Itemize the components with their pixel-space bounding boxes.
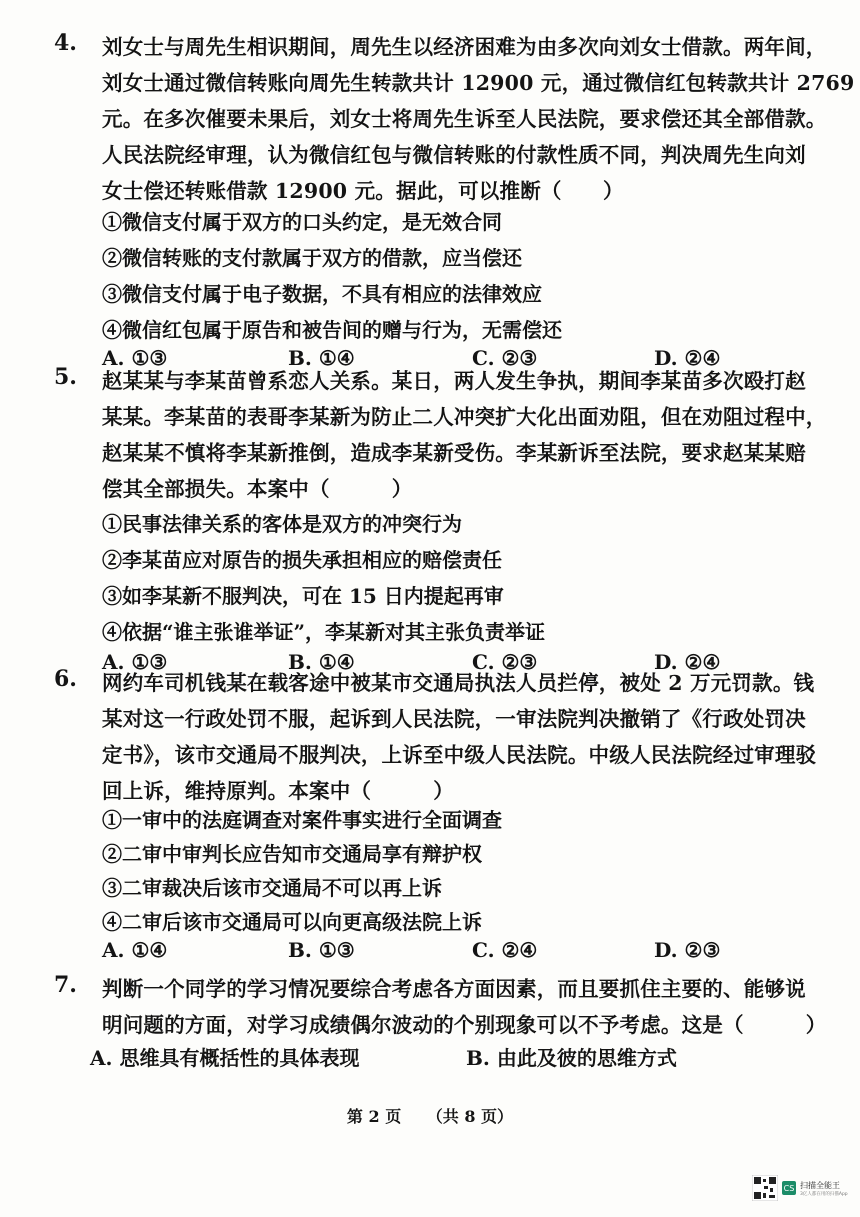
statement-option: ④依据“谁主张谁举证”，李某新对其主张负责举证 [102, 620, 546, 644]
page-number: 第 2 页 [346, 1107, 402, 1126]
statement-option: ①微信支付属于双方的口头约定，是无效合同 [102, 210, 502, 234]
answer-choice-b[interactable]: B. ①③ [288, 938, 355, 962]
statement-option: ①一审中的法庭调查对案件事实进行全面调查 [102, 808, 502, 832]
question-text-line: 某对这一行政处罚不服，起诉到人民法院，一审法院判决撤销了《行政处罚决 [102, 707, 806, 731]
answer-choice-d[interactable]: D. ②④ [654, 650, 721, 674]
page-total: （共 8 页） [426, 1107, 514, 1126]
scanner-brand-name: 扫描全能王 [800, 1180, 840, 1190]
question-text-line: 人民法院经审理，认为微信红包与微信转账的付款性质不同，判决周先生向刘 [102, 143, 806, 167]
statement-option: ②微信转账的支付款属于双方的借款，应当偿还 [102, 246, 522, 270]
question-number: 5. [54, 364, 77, 390]
statement-option: ③微信支付属于电子数据，不具有相应的法律效应 [102, 282, 542, 306]
question-text-line: 赵某某不慎将李某新推倒，造成李某新受伤。李某新诉至法院，要求赵某某赔 [102, 441, 806, 465]
qr-code-icon [752, 1175, 778, 1201]
answer-choice-a[interactable]: A. ①③ [102, 650, 168, 674]
page-footer [0, 1104, 860, 1127]
question-text-line: 定书》，该市交通局不服判决，上诉至中级人民法院。中级人民法院经过审理驳 [102, 743, 817, 767]
question-text-line: 元。在多次催要未果后，刘女士将周先生诉至人民法院，要求偿还其全部借款。 [102, 107, 827, 131]
question-text-line: 回上诉，维持原判。本案中（ ） [102, 779, 454, 803]
answer-choice-c[interactable]: C. ②③ [472, 650, 538, 674]
statement-option: ①民事法律关系的客体是双方的冲突行为 [102, 512, 462, 536]
statement-option: ②李某苗应对原告的损失承担相应的赔偿责任 [102, 548, 502, 572]
answer-choice-b[interactable]: B. 由此及彼的思维方式 [466, 1046, 677, 1070]
scanner-watermark [752, 1168, 848, 1208]
statement-option: ④二审后该市交通局可以向更高级法院上诉 [102, 910, 482, 934]
question-text-line: 赵某某与李某苗曾系恋人关系。某日，两人发生争执，期间李某苗多次殴打赵 [102, 369, 806, 393]
statement-option: ④微信红包属于原告和被告间的赠与行为，无需偿还 [102, 318, 562, 342]
answer-choice-d[interactable]: D. ②③ [654, 938, 721, 962]
answer-choice-a[interactable]: A. ①③ [102, 346, 168, 370]
question-number: 4. [54, 30, 77, 56]
answer-choice-b[interactable]: B. ①④ [288, 346, 355, 370]
scanner-logo-icon: CS [782, 1181, 796, 1195]
statement-option: ②二审中审判长应告知市交通局享有辩护权 [102, 842, 482, 866]
answer-choice-a[interactable]: A. 思维具有概括性的具体表现 [90, 1046, 360, 1070]
answer-choice-a[interactable]: A. ①④ [102, 938, 168, 962]
question-text-line: 判断一个同学的学习情况要综合考虑各方面因素，而且要抓住主要的、能够说 [102, 977, 806, 1001]
statement-option: ③二审裁决后该市交通局不可以再上诉 [102, 876, 442, 900]
question-text-line: 刘女士通过微信转账向周先生转款共计 12900 元，通过微信红包转款共计 2769 [102, 71, 855, 95]
answer-choice-b[interactable]: B. ①④ [288, 650, 355, 674]
question-text-line: 偿其全部损失。本案中（ ） [102, 477, 413, 501]
scanner-brand-tagline: 3亿人都在用的扫描App [800, 1191, 848, 1197]
question-number: 7. [54, 972, 77, 998]
question-number: 6. [54, 666, 77, 692]
question-text-line: 明问题的方面，对学习成绩偶尔波动的个别现象可以不予考虑。这是（ ） [102, 1013, 827, 1037]
question-text-line: 女士偿还转账借款 12900 元。据此，可以推断（ ） [102, 179, 624, 203]
answer-choice-c[interactable]: C. ②④ [472, 938, 538, 962]
scanner-brand [800, 1180, 848, 1197]
question-text-line: 某某。李某苗的表哥李某新为防止二人冲突扩大化出面劝阻，但在劝阻过程中， [102, 405, 827, 429]
statement-option: ③如李某新不服判决，可在 15 日内提起再审 [102, 584, 504, 608]
answer-choice-d[interactable]: D. ②④ [654, 346, 721, 370]
answer-choice-c[interactable]: C. ②③ [472, 346, 538, 370]
question-text-line: 网约车司机钱某在载客途中被某市交通局执法人员拦停，被处 2 万元罚款。钱 [102, 671, 815, 695]
question-text-line: 刘女士与周先生相识期间，周先生以经济困难为由多次向刘女士借款。两年间， [102, 35, 827, 59]
